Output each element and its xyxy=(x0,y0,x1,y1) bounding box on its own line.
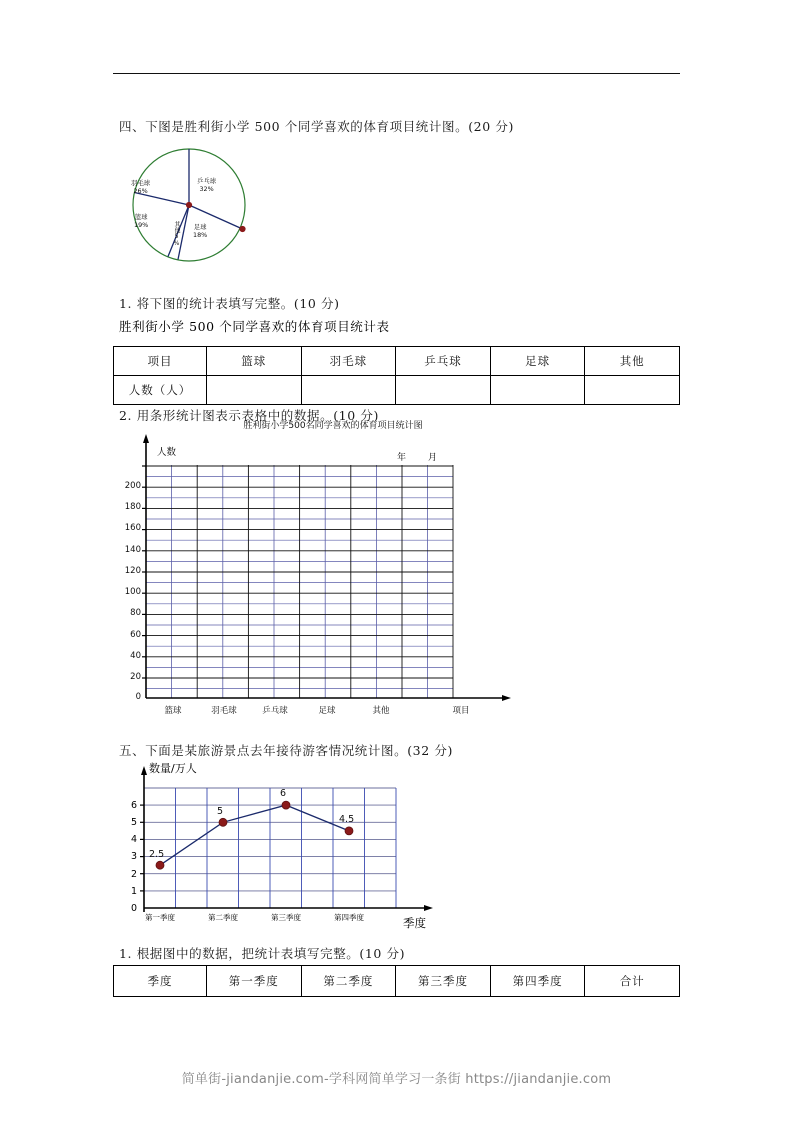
table1-col-header: 其他 xyxy=(585,347,680,376)
pie-label-text: 乒乓球 xyxy=(197,177,217,185)
line-chart-value-label: 5 xyxy=(217,806,224,817)
section5-prompt: 五、下面是某旅游景点去年接待游客情况统计图。(32 分) xyxy=(119,743,453,758)
line-chart-xcat: 第二季度 xyxy=(208,913,238,922)
pie-slice-label-basketball xyxy=(134,213,148,229)
pie-label-value: 32% xyxy=(199,185,214,194)
table2-col-header: 第二季度 xyxy=(301,966,396,997)
pie-label-value: 18% xyxy=(193,231,208,240)
section4-q1: 1. 将下图的统计表填写完整。(10 分) xyxy=(119,296,340,311)
table2-col-header: 第四季度 xyxy=(490,966,585,997)
bar-chart-xcat: 乒乓球 xyxy=(262,706,288,716)
bar-chart-xcat: 其他 xyxy=(372,706,390,716)
quarter-stat-table xyxy=(113,965,680,997)
pie-chart xyxy=(123,143,263,268)
bar-chart-xcat: 足球 xyxy=(318,706,336,716)
pie-label-value: 26% xyxy=(133,187,148,196)
bar-chart-ylabel: 人数 xyxy=(157,447,177,458)
table1-title: 胜利街小学 500 个同学喜欢的体育项目统计表 xyxy=(119,319,390,334)
table1-col-header: 足球 xyxy=(490,347,585,376)
section4-q2: 2. 用条形统计图表示表格中的数据。(10 分) xyxy=(119,408,379,423)
section4-prompt: 四、下图是胜利街小学 500 个同学喜欢的体育项目统计图。(20 分) xyxy=(119,119,514,134)
bar-chart-ytick: 140 xyxy=(124,545,141,555)
bar-chart-ytick: 0 xyxy=(135,692,141,702)
table1-cell[interactable] xyxy=(490,376,585,405)
table-row xyxy=(114,966,680,997)
bar-chart-title: 胜利街小学500名同学喜欢的体育项目统计图 xyxy=(243,421,423,431)
pie-label-text: 羽毛球 xyxy=(131,179,151,187)
line-chart-ytick: 1 xyxy=(130,886,137,897)
bar-chart-ytick: 60 xyxy=(130,630,141,640)
pie-slice-label-other xyxy=(173,221,180,247)
line-chart-ytick: 3 xyxy=(130,851,137,862)
header-rule xyxy=(113,73,680,74)
line-chart-ytick: 4 xyxy=(130,834,137,845)
table1-cell[interactable] xyxy=(585,376,680,405)
line-chart-ylabel: 数量/万人 xyxy=(149,762,197,775)
line-chart xyxy=(113,760,533,940)
bar-chart-month-label: 月 xyxy=(428,453,438,463)
pie-label-text: 其他 xyxy=(173,221,180,233)
line-chart-value-label: 4.5 xyxy=(339,814,355,825)
bar-chart-ytick: 40 xyxy=(130,651,141,661)
table1-row-header: 项目 xyxy=(114,347,207,376)
bar-chart-ytick: 160 xyxy=(124,523,141,533)
table2-col-header: 第一季度 xyxy=(207,966,302,997)
pie-chart-svg xyxy=(123,143,263,268)
table1-cell[interactable] xyxy=(207,376,302,405)
table-row xyxy=(114,376,680,405)
line-chart-value-label: 6 xyxy=(280,788,287,799)
table1-row-header: 人数（人） xyxy=(114,376,207,405)
table1-cell[interactable] xyxy=(396,376,491,405)
line-chart-ytick: 6 xyxy=(130,800,137,811)
pie-slice-label-pingpong xyxy=(197,177,216,193)
table1-cell[interactable] xyxy=(301,376,396,405)
bar-chart-year-label: 年 xyxy=(397,453,407,463)
section5-q1: 1. 根据图中的数据，把统计表填写完整。(10 分) xyxy=(119,946,406,961)
table2-row-header: 季度 xyxy=(114,966,207,997)
table2-col-header: 合计 xyxy=(585,966,680,997)
pie-slice-label-badminton xyxy=(131,179,150,195)
table1-col-header: 羽毛球 xyxy=(301,347,396,376)
bar-chart-xcat: 篮球 xyxy=(164,706,182,716)
pie-label-text: 篮球 xyxy=(134,213,148,221)
sports-stat-table xyxy=(113,346,680,405)
table2-col-header: 第三季度 xyxy=(396,966,491,997)
site-footer: 简单街-jiandanjie.com-学科网简单学习一条街 https://jiandanjie.com xyxy=(181,1072,612,1087)
line-chart-value-label: 2.5 xyxy=(149,849,165,860)
line-chart-ytick: 0 xyxy=(130,903,137,914)
line-chart-xcat: 第一季度 xyxy=(145,913,175,922)
bar-chart-ytick: 180 xyxy=(124,502,141,512)
bar-chart-xcat: 羽毛球 xyxy=(211,706,237,716)
bar-chart-ytick: 200 xyxy=(124,481,141,491)
table1-col-header: 乒乓球 xyxy=(396,347,491,376)
bar-chart-ytick: 80 xyxy=(130,608,141,618)
line-chart-xlabel: 季度 xyxy=(403,916,426,930)
bar-chart-svg xyxy=(113,418,573,723)
pie-label-text: 足球 xyxy=(193,223,207,231)
table1-col-header: 篮球 xyxy=(207,347,302,376)
bar-chart xyxy=(113,418,573,723)
pie-label-value: 19% xyxy=(134,221,149,230)
line-chart-ytick: 5 xyxy=(130,817,137,828)
bar-chart-xlabel: 项目 xyxy=(452,706,470,716)
line-chart-ytick: 2 xyxy=(130,869,137,880)
table-row xyxy=(114,347,680,376)
bar-chart-ytick: 100 xyxy=(124,587,141,597)
bar-chart-ytick: 20 xyxy=(130,672,141,682)
line-chart-xcat: 第四季度 xyxy=(334,913,364,922)
line-chart-xcat: 第三季度 xyxy=(271,913,301,922)
pie-label-value: 5% xyxy=(173,233,180,247)
pie-slice-label-football xyxy=(193,223,207,239)
bar-chart-ytick: 120 xyxy=(124,566,141,576)
